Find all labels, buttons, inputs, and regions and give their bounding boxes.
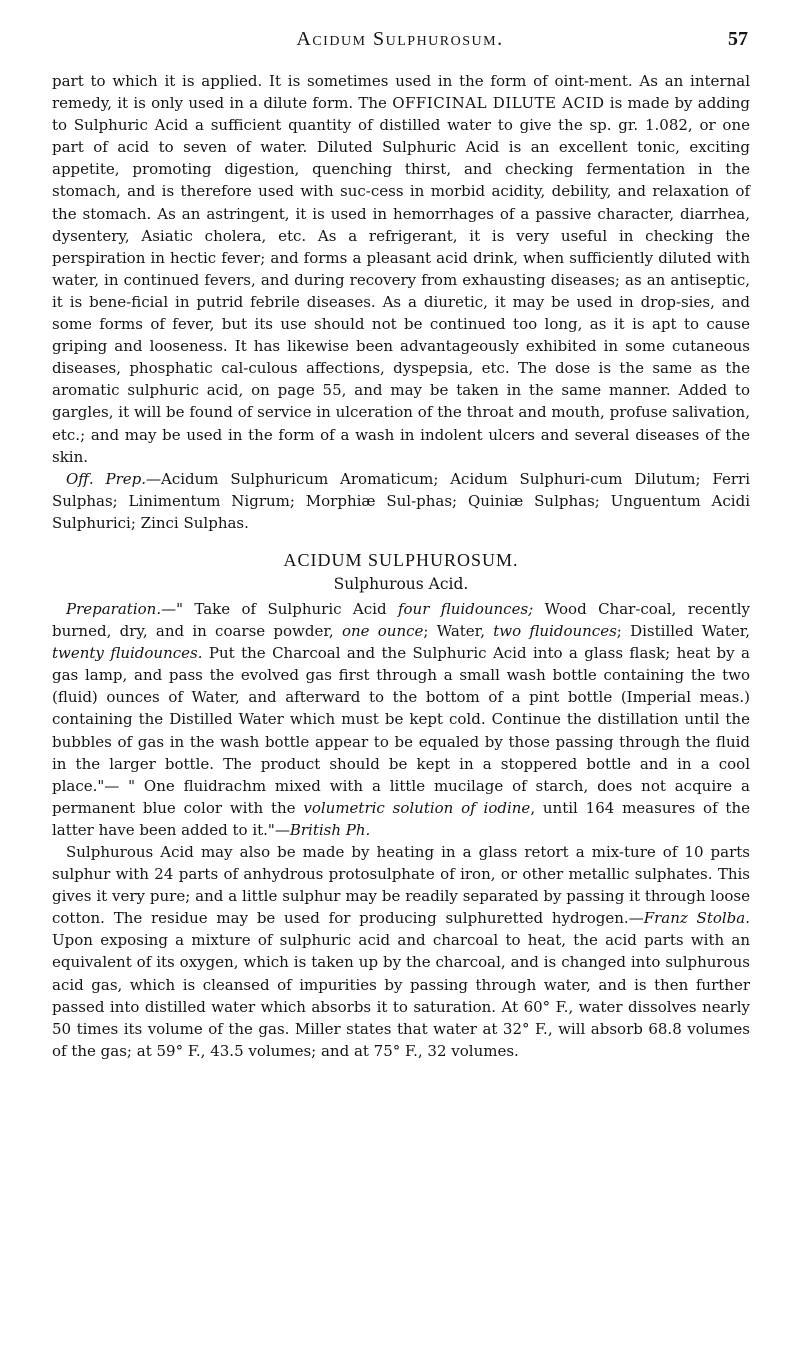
section-heading: ACIDUM SULPHUROSUM. [283, 549, 519, 570]
preparation-text-5: Put the Charcoal and the Sulphuric Acid into a glass flask; heat by a gas lamp, and pass the evolved gas first through a small wash bottle containing the two (fluid) ounces of Water, and afterward to the bottom of a pint bottle (Imperial meas.) containing the Distilled Water which must be kept cold. Continue the distillation until the bubbles of gas in the wash bottle appear to be equaled by those passing through the fluid in the larger bottle. The product should be kept in a stoppered bottle and in a cool place."— " One fluidrachm mixed with a little mucilage of starch, does not acquire a permanent blue color with the [52, 644, 750, 817]
off-prep-text: —Acidum Sulphuricum Aromaticum; Acidum Sulphuri-cum Dilutum; Ferri Sulphas; Linimentum Nigrum; Morphiæ Sul-phas; Quiniæ Sulphas; Unguentum Acidi Sulphurici; Zinci Sulphas. [52, 469, 750, 532]
off-prep-label: Off. Prep. [66, 469, 147, 488]
preparation-italic-6: British Ph. [289, 820, 371, 839]
running-head [52, 28, 748, 56]
paragraph-1-text-b: is made by adding to Sulphuric Acid a sufficient quantity of distilled water to give the sp. gr. 1.082, or one part of acid to seven of water. Diluted Sulphuric Acid is an excellent tonic, exciting appetite, promoting digestion, quenching thirst, and checking fermentation in the stomach, and is therefore used with suc-cess in morbid acidity, debility, and relaxation of the stomach. As an astringent, it is used in hemorrhages of a passive character, diarrhea, dysentery, Asiatic cholera, etc. As a refrigerant, it is very useful in checking the perspiration in hectic fever; and forms a pleasant acid drink, when sufficiently diluted with water, in continued fevers, and during recovery from exhausting diseases; as an antiseptic, it is bene-ficial in putrid febrile diseases. As a diuretic, it may be used in drop-sies, and some forms of fever, but its use should not be continued too long, as it is apt to cause griping and looseness. It has likewise been advantageously exhibited in some cutaneous diseases, phosphatic cal-culous affections, dyspepsia, etc. The dose is the same as the aromatic sulphuric acid, on page 55, and may be taken in the same manner. Added to gargles, it will be found of service in ulceration of the throat and mouth, profuse salivation, etc.; and may be used in the form of a wash in indolent ulcers and several diseases of the skin. [52, 94, 750, 466]
paragraph-1-text-a: part to which it is applied. It is sometimes used in the form of oint-ment. As an internal remedy, it is only used in a dilute form. The [52, 72, 750, 113]
preparation-text-3: ; Water, [423, 622, 494, 641]
alt-methods-text-1: Sulphurous Acid may also be made by heating in a glass retort a mix-ture of 10 parts sulphur with 24 parts of anhydrous protosulphate of iron, or other metallic sulphates. This gives it very pure; and a little sulphur may be readily separated by passing it through loose cotton. The residue may be used for producing sulphuretted hydrogen.— [52, 843, 750, 928]
preparation-text-1: —" Take of Sulphuric Acid [161, 599, 398, 618]
body-text [52, 70, 750, 1062]
paragraph-dilute-acid-uses [52, 70, 750, 468]
officinal-dilute-acid-term: OFFICINAL DILUTE ACID [392, 94, 605, 113]
section-subheading: Sulphurous Acid. [333, 574, 469, 593]
running-title: Acidum Sulphurosum. [296, 28, 504, 50]
preparation-italic-5: volumetric solution of iodine [303, 798, 531, 817]
paragraph-official-preparations [52, 468, 750, 534]
alt-methods-italic-1: Franz Stolba. [643, 909, 750, 928]
preparation-text-6: , until 164 measures of the latter have been added to it."— [52, 798, 751, 839]
page-number: 57 [728, 28, 748, 50]
paragraph-preparation [52, 598, 750, 841]
preparation-italic-2: one ounce [341, 622, 424, 641]
preparation-text-4: ; Distilled Water, [616, 622, 751, 641]
preparation-label: Preparation. [66, 599, 162, 618]
preparation-italic-4: twenty fluidounces. [52, 644, 203, 663]
preparation-italic-1: four fluidounces; [397, 599, 534, 618]
preparation-italic-3: two fluidounces [493, 622, 617, 641]
preparation-text-2: Wood Char-coal, recently burned, dry, and in coarse powder, [52, 599, 751, 641]
alt-methods-text-2: Upon exposing a mixture of sulphuric acid and charcoal to heat, the acid parts with an equivalent of its oxygen, which is taken up by the charcoal, and is changed into sulphurous acid gas, which is cleansed of impurities by passing through water, and is then further passed into distilled water which absorbs it to saturation. At 60° F., water dissolves nearly 50 times its volume of the gas. Miller states that water at 32° F., will absorb 68.8 volumes of the gas; at 59° F., 43.5 volumes; and at 75° F., 32 volumes. [52, 931, 750, 1060]
paragraph-alternative-methods [52, 841, 750, 1062]
